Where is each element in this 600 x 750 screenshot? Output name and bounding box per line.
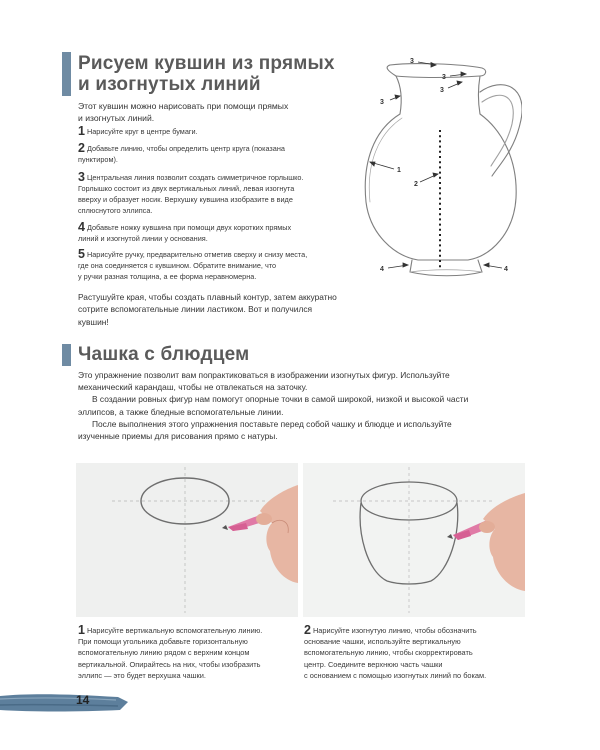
jug-label-3b: 3 <box>380 99 384 106</box>
jug-label-3a: 3 <box>410 58 414 65</box>
photo-step-2 <box>303 463 525 617</box>
section1-title: Рисуем кувшин из прямых и изогнутых линий <box>78 53 335 95</box>
section1-outro: Растушуйте края, чтобы создать плавный контур, затем аккуратно сотрите вспомогательные линии ластиком. Вот и получился кувшин! <box>78 292 337 327</box>
jug-label-2: 2 <box>414 181 418 188</box>
jug-step-4: 4 Добавьте ножку кувшина при помощи двух коротких прямых линий и изогнутой линии у основания. <box>78 220 292 243</box>
folio-brush-stroke <box>0 690 130 716</box>
jug-step-3: 3 Центральная линия позволит создать симметричное горлышко. Горлышко состоит из двух вертикальных линий, левая изогнута вверху и образует носик. Верхушку кувшина изобразите в виде сплюснутого эллипса. <box>78 170 304 215</box>
jug-step-2: 2 Добавьте линию, чтобы определить центр круга (показана пунктиром). <box>78 141 285 164</box>
caption-step-2: 2 Нарисуйте изогнутую линию, чтобы обозначить основание чашки, используйте вертикальную вспомогательную линию, чтобы скорректировать центр. Соедините верхнюю часть чашки с основанием с помощью изогнутых линий по бокам. <box>304 623 487 680</box>
photo-step-1 <box>76 463 298 617</box>
jug-label-4a: 4 <box>380 266 384 273</box>
section1-intro: Этот кувшин можно нарисовать при помощи прямых и изогнутых линий. <box>78 101 289 124</box>
jug-label-4b: 4 <box>504 266 508 273</box>
page-number: 14 <box>76 693 90 707</box>
caption-step-1: 1 Нарисуйте вертикальную вспомогательную линию. При помощи угольника добавьте горизонтальную вспомогательную линию рядом с верхним концом вертикальной. Опирайтесь на них, чтобы изобразить эллипс — это будет верхушка чашки. <box>78 623 263 680</box>
section2-title: Чашка с блюдцем <box>78 344 250 365</box>
jug-label-3c: 3 <box>442 74 446 81</box>
jug-handle <box>480 85 522 176</box>
section-marker <box>62 52 71 96</box>
jug-label-1: 1 <box>397 167 401 174</box>
jug-label-3d: 3 <box>440 87 444 94</box>
jug-top <box>387 64 486 78</box>
jug-step-5: 5 Нарисуйте ручку, предварительно отметив сверху и снизу места, где она соединяется с кувшином. Обратите внимание, что у ручки разная толщина, а ее форма неравномерна. <box>78 247 308 281</box>
jug-illustration <box>352 52 522 292</box>
section2-body: Это упражнение позволит вам попрактиковаться в изображении изогнутых фигур. Используйте механический карандаш, чтобы не отвлекаться на заточку. В создании ровных фигур нам помогут опорные точки в самой широкой, низкой и высокой части эллипсов, а также бледные вспомогательные линии. После выполнения этого упражнения поставьте перед собой чашку и блюдце и используйте изученные приемы для рисования прямо с натуры. <box>78 370 469 442</box>
jug-step-1: 1 Нарисуйте круг в центре бумаги. <box>78 124 198 138</box>
jug-foot <box>410 260 482 276</box>
section-marker <box>62 344 71 366</box>
